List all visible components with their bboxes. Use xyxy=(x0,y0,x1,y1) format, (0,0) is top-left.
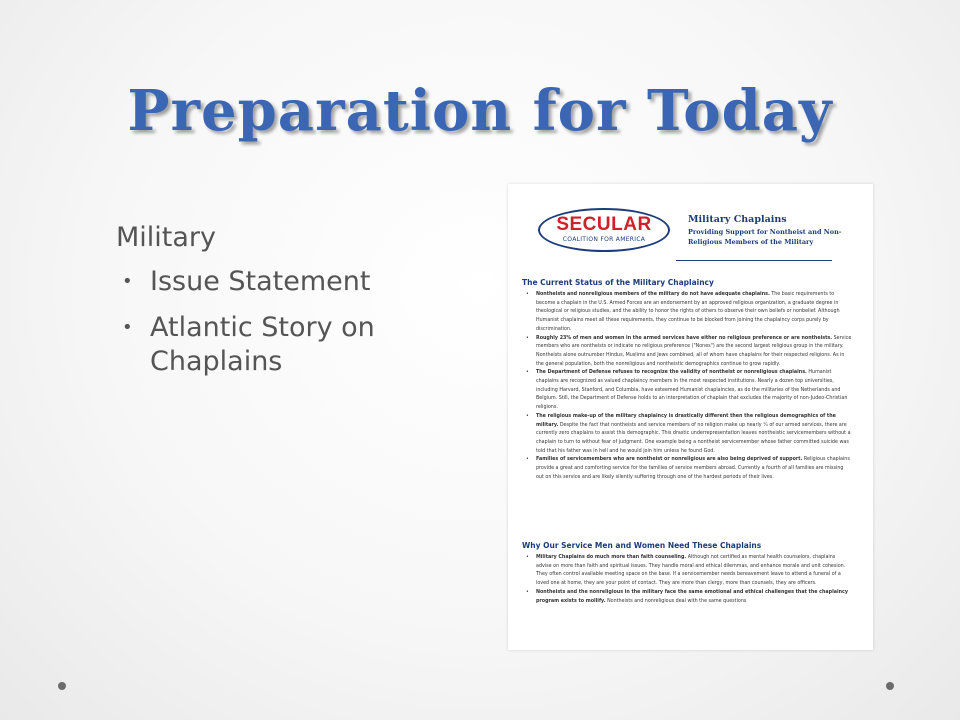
document-item-text: The basic requirements to become a chaplain in the U.S. Armed Forces are an endorsement by an approved religious organization, a graduate degree in theological or religious studies, and the ability to honor the rights of others to observe their own beliefs or nonbelief. Although Humanist chaplains meet all these requirements, they continue to be blocked from joining the chaplaincy corps purely by discrimination. xyxy=(536,292,840,332)
bullet-list xyxy=(116,265,426,379)
document-list-item xyxy=(522,456,852,482)
bullet-item xyxy=(116,311,426,379)
bullet-icon: • xyxy=(526,555,529,560)
document-subtitle: Providing Support for Nontheist and Non-Religious Members of the Military xyxy=(688,228,842,246)
document-item-text: Nontheists and nonreligious deal with the same questions xyxy=(605,598,747,604)
document-divider xyxy=(676,260,832,261)
bullet-icon: • xyxy=(526,413,529,419)
bullet-icon: • xyxy=(526,335,529,341)
document-section-list xyxy=(522,291,852,482)
logo-text: SECULAR xyxy=(556,214,652,235)
logo-subtext: COALITION FOR AMERICA xyxy=(562,236,646,243)
slide-title: Preparation for Today xyxy=(127,78,833,144)
bullet-icon: • xyxy=(526,457,529,463)
bullet-icon: • xyxy=(526,292,529,297)
bullet-item xyxy=(116,265,426,299)
document-item-text: Service members who are nontheists or indicate no religious preference ("Nones") are the second largest religious group in the military. Nontheists alone outnumber Hindus, Muslims and Jews combined, all of whom have chaplains for their respected religions. As in the general population, both the nonreligious and nontheistic demographics continue to grow rapidly. xyxy=(536,335,852,367)
document-item-lead: Families of servicemembers who are nontheist or nonreligious are also being deprived of support. xyxy=(536,457,803,463)
document-section-title: Why Our Service Men and Women Need These Chaplains xyxy=(522,541,762,550)
document-item-lead: Nontheists and the nonreligious in the military face the same emotional and ethical challenges that the chaplaincy program exists to mollify. xyxy=(536,589,849,604)
nav-dot xyxy=(886,682,894,690)
document-list-item xyxy=(522,554,852,589)
document-item-text: Despite the fact that nontheists and service members of no religion make up nearly ¼ of our armed services, there are currently zero chaplains to assist this demographic. This drastic underrepresentation leaves nontheistic servicemembers without a chaplain to turn to without fear of judgment. One example being a nontheist servicemember whose father committed suicide was told that his father was in hell and he would join him unless he found God. xyxy=(536,422,851,454)
document-list-item xyxy=(522,413,852,457)
document-item-text: Although not certified as mental health counselors, chaplains advise on more than faith and spiritual issues. They handle moral and ethical dilemmas, and enhance morale and unit cohesion. They often control available meeting space on the base. If a servicemember needs bereavement leave to attend a funeral of a loved one at home, they are your point of contact. They are more than clergy, more than counsels, they are officers. xyxy=(536,555,846,587)
secular-coalition-logo xyxy=(538,208,670,252)
document-item-lead: The Department of Defense refuses to recognize the validity of nontheist or nonreligious chaplains. xyxy=(536,370,807,376)
document-item-text: Religious chaplains provide a great and comforting service for the families of service members abroad. Currently a fourth of all families are missing out on this service and are likely silently suffering through one of the hardest periods of their lives. xyxy=(536,457,850,480)
document-item-lead: Military Chaplains do much more than faith counseling. xyxy=(536,555,687,560)
document-item-lead: Roughly 23% of men and women in the armed services have either no religious preference or are nontheists. xyxy=(536,335,833,341)
bullet-icon: • xyxy=(526,370,529,376)
document-section-list xyxy=(522,554,852,606)
document-item-text: Humanist chaplains are recognized as valued chaplaincy members in the most respected institutions. Nearly a dozen top universities, including Harvard, Stanford, and Columbia, have esteemed Humanist chaplaincies, as do the militaries of the Netherlands and Belgium. Still, the Department of Defense holds to an interpretation of chaplain that excludes the majority of non-Judeo-Christian religions. xyxy=(536,370,848,411)
document-image xyxy=(508,184,873,650)
bullet-icon: • xyxy=(122,317,133,338)
bullet-text: Issue Statement xyxy=(150,266,371,297)
nav-dot xyxy=(58,682,66,690)
document-list-item xyxy=(522,369,852,413)
document-list-item xyxy=(522,335,852,370)
slide-body xyxy=(116,222,426,391)
document-item-lead: Nontheists and nonreligious members of the military do not have adequate chaplains. xyxy=(536,292,770,297)
document-item-lead: The religious make-up of the military chaplaincy is drastically different then the religious demographics of the military. xyxy=(536,413,836,428)
slide-heading: Military xyxy=(116,222,217,253)
bullet-text: Atlantic Story on Chaplains xyxy=(150,312,375,377)
bullet-icon: • xyxy=(122,271,133,292)
document-title: Military Chaplains xyxy=(688,214,787,225)
document-section-title: The Current Status of the Military Chaplaincy xyxy=(522,278,714,287)
document-list-item xyxy=(522,589,852,606)
bullet-icon: • xyxy=(526,589,529,595)
document-list-item xyxy=(522,291,852,335)
